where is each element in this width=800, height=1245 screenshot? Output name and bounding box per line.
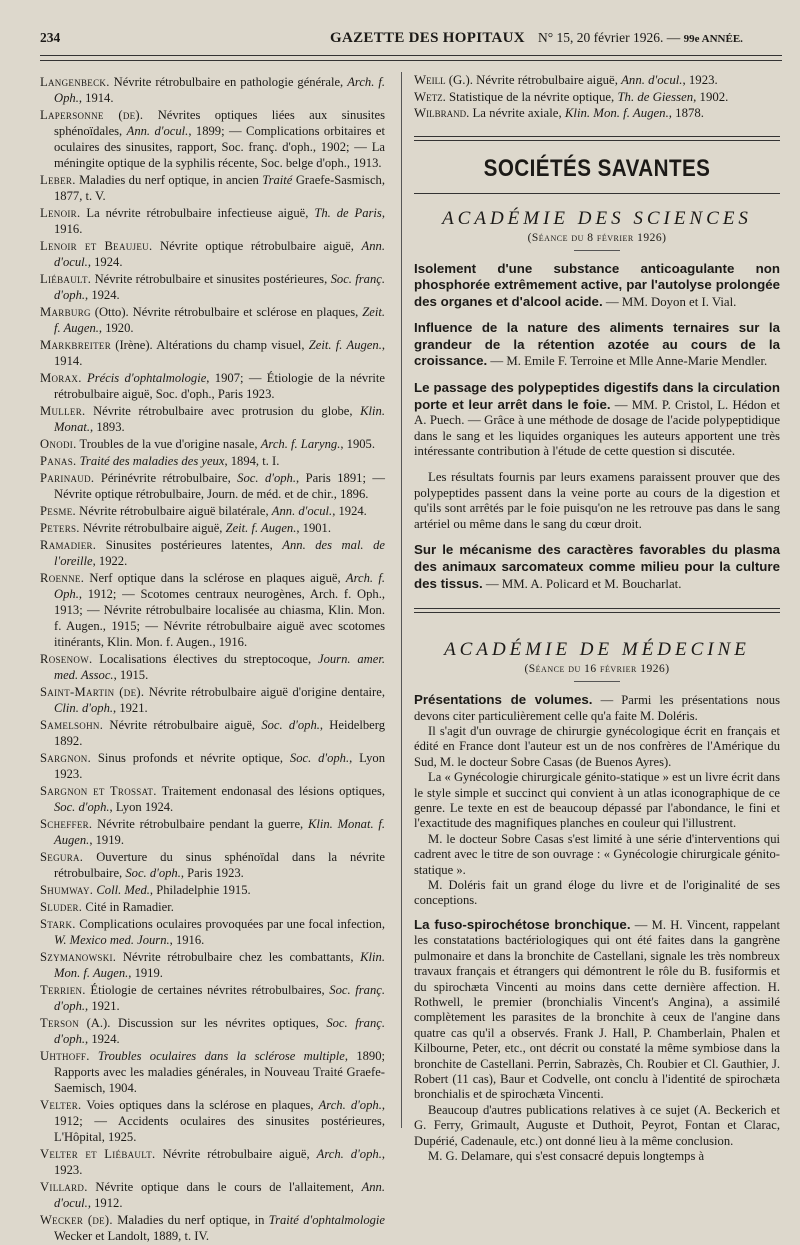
reference-text: Maladies du nerf optique, in [112,1213,269,1227]
reference-author: Parinaud. [40,471,95,485]
reference-details: , 1919. [89,833,124,847]
reference-text: La névrite rétrobulbaire infectieuse aiguë, [80,206,315,220]
medecine-paragraph [414,832,780,878]
reference-source: Ann. des mal. de l'oreille [54,538,385,568]
reference-author: Velter. [40,1098,82,1112]
reference-author: Markbreiter [40,338,111,352]
reference-author: Langenbeck. [40,75,110,89]
reference-details: , 1915. [113,668,149,682]
communication-authors: Les résultats fournis par leurs examens paraissent prouver que des polypeptides passent dans la veine porte au cours de la digestion et qu'ils sont arrêtés par le foie puisqu'on ne les retrouve pas dans le sang artériel ou même dans le sang du cœur droit. [414,470,780,531]
short-rule [574,250,620,251]
reference-entry [40,1179,385,1211]
reference-source: Soc. d'oph. [261,718,320,732]
reference-text: Sinusites postérieures latentes, [96,538,283,552]
reference-source: Soc. d'oph. [289,751,350,765]
reference-source: Th. de Giessen [617,89,694,104]
reference-source: Klin. Monat. [54,404,385,434]
paragraph-heading: La fuso-spirochétose bronchique. [414,916,631,932]
reference-source: Troubles oculaires dans la sclérose multiple [97,1049,345,1063]
reference-source: Traité [262,173,293,187]
reference-details: , 1923. [54,1147,385,1177]
reference-source: Journ. amer. med. Assoc. [54,652,385,682]
reference-source: Soc. franç. d'oph. [54,272,386,302]
reference-author: Terson [40,1016,79,1030]
reference-details: , 1899; — Complications orbitaires et oculaires des sinusites, rapport, Soc. franç. d'oph., 1902; — La méningite optique de la syphilis récente, Soc. belge d'oph., 1913. [54,124,386,170]
reference-entry [40,717,385,749]
reference-source: Soc. d'oph. [125,866,181,880]
reference-source: Klin. Monat. f. Augen. [54,817,385,847]
reference-author: Scheffer. [40,817,93,831]
reference-source: Zeit. f. Augen. [54,305,385,335]
reference-details: , Lyon 1923. [54,751,386,781]
reference-author: Rosenow. [40,652,93,666]
reference-text: Étiologie de certaines névrites rétrobulbaires, [85,983,330,997]
communication-item [414,470,780,532]
academie-sciences-seance: (Séance du 8 février 1926) [527,231,667,244]
reference-details: , 1878. [668,106,704,120]
reference-source: W. Mexico med. Journ. [54,933,170,947]
right-column [414,72,780,1164]
paragraph-text: M. Doléris fait un grand éloge du livre et de l'originalité de ses conceptions. [414,878,780,908]
reference-text: Névrite rétrobulbaire aiguë, [103,718,262,732]
reference-text: Ouverture du sinus sphénoïdal dans la névrite rétrobulbaire, [54,850,385,880]
reference-source: Zeit. f. Augen. [308,338,382,352]
reference-entry [40,172,385,204]
reference-text: (A.). Discussion sur les névrites optiques, [79,1016,327,1030]
reference-entry [40,1146,385,1178]
reference-author: Pesme. [40,504,76,518]
reference-text: Complications oculaires provoquées par une focal infection, [75,917,385,931]
reference-author: Uhthoff. [40,1049,90,1063]
reference-text: Névrite rétrobulbaire aiguë bilatérale, [75,504,272,518]
reference-text: Névrite rétrobulbaire aiguë d'origine dentaire, [144,685,385,699]
reference-details: , Paris 1923. [180,866,244,880]
reference-entry [40,684,385,716]
paragraph-text: M. G. Delamare, qui s'est consacré depuis longtemps à [428,1148,705,1163]
section-rule [414,136,780,137]
reference-entry [40,849,385,881]
reference-entry [40,205,385,237]
reference-author: Terrien. [40,983,86,997]
short-rule [574,681,620,682]
reference-details: , 1890; Rapports avec les maladies générales, in Nouveau Traité Graefe-Saemisch, 1904. [54,1049,385,1095]
reference-source: Précis d'ophtalmologie [87,371,207,385]
reference-text: Névrite rétrobulbaire en pathologie générale, [109,75,348,89]
reference-text: Névrite rétrobulbaire chez les combattants, [116,950,361,964]
reference-details: , 1905. [340,437,375,451]
reference-entry [40,783,385,815]
bibliography-right-column [414,72,780,122]
column-divider [401,72,402,1128]
reference-details: , 1916. [54,206,385,236]
medecine-paragraph [414,692,780,724]
reference-entry [40,370,385,402]
medecine-paragraph [414,878,780,909]
medecine-paragraph [414,1103,780,1149]
paragraph-heading: Présentations de volumes. [414,692,593,708]
reference-text: Névrite rétrobulbaire avec protrusion du globe, [85,404,361,418]
issue-info [538,30,743,46]
medecine-paragraph [414,1149,780,1164]
reference-author: Muller. [40,404,86,418]
reference-details: , 1924. [85,288,120,302]
reference-details: Ramadier. [122,900,174,914]
reference-entry [40,949,385,981]
section-title: SOCIÉTÉS SAVANTES [483,154,711,182]
academie-rule [414,608,780,609]
reference-author: Wilbrand. [414,106,470,120]
reference-entry [40,403,385,435]
reference-entry [40,436,385,452]
header-rule [40,55,782,56]
communication-item [414,261,780,311]
reference-details: , 1894, t. I. [224,454,280,468]
medecine-paragraph [414,770,780,832]
reference-source: Traité d'ophtalmologie [268,1213,385,1227]
reference-source: Ann. d'ocul. [126,124,189,138]
reference-text: La névrite axiale, [469,106,565,120]
reference-entry [40,750,385,782]
reference-text: Voies optiques dans la sclérose en plaques, [81,1098,319,1112]
communication-authors: — MM. Doyon et I. Vial. [602,294,737,309]
reference-text: Traitement endonasal des lésions optiques, [156,784,385,798]
reference-text: Périnévrite rétrobulbaire, [94,471,238,485]
reference-author: Marburg [40,305,91,319]
reference-details: , 1921. [113,701,148,715]
reference-entry [40,520,385,536]
reference-author: Stark. [40,917,76,931]
reference-author: Ramadier. [40,538,97,552]
reference-source: Arch. d'oph. [318,1098,382,1112]
reference-details: , 1912; — Scotomes centraux neurogènes, Arch. f. Oph., 1913; — Névrite rétrobulbaire localisée au chiasma, Klin. Mon. f. Augen., 1915; — Névrite rétrobulbaire aiguë avec scotomes itinérants, Klin. Mon. f. Augen., 1916. [54,587,385,649]
paragraph-text: La « Gynécologie chirurgicale génito-statique » est un livre écrit dans le style simple et succinct qui convient à un atlas iconographique de ce genre. Le texte en est de beaucoup dépassé par l'abondance, le fini et l'exactitude des magnifiques planches en couleur qui l'illustrent. [414,770,780,831]
reference-entry [414,105,780,122]
reference-entry [40,570,385,650]
reference-text: Névrite rétrobulbaire et sinusites postérieures, [91,272,331,286]
reference-text: Localisations électives du streptocoque, [92,652,318,666]
communication-title: Le passage des polypeptides digestifs dans la circulation porte et leur arrêt dans le foie. [414,380,780,412]
reference-author: Wetz. [414,89,446,104]
reference-source: Klin. Mon. f. Augen. [564,106,669,120]
reference-source: Zeit. f. Augen. [225,521,297,535]
reference-entry [414,72,780,89]
reference-author: Lenoir et Beaujeu. [40,239,153,253]
communication-item [414,380,780,460]
reference-text: (Otto). Névrite rétrobulbaire et sclérose en plaques, [90,305,363,319]
reference-source: Soc. d'oph. [237,471,296,485]
reference-entry [414,89,780,106]
reference-author: Morax. [40,371,82,385]
reference-details: Graefe-Sasmisch, 1877, t. V. [54,173,385,203]
reference-text: Cité in [82,900,123,914]
reference-source: Klin. Mon. f. Augen. [54,950,385,980]
reference-author: Saint-Martin (de). [40,685,145,699]
reference-author: Shumway. [40,883,94,897]
reference-author: Velter et Liébault. [40,1147,156,1161]
reference-details: , 1914. [78,91,114,105]
reference-details: , 1920. [98,321,134,335]
paragraph-text: — M. H. Vincent, rappelant les constatations bactériologiques qui ont été faites dans la gangrène pulmonaire et dans la bronchite de Castellani, signale les très nombreux travaux français et étrangers qui démontrent le rôle du B. fusiformis et du spirochæta Vincenti au moins dans cette dernière affection. H. Rothwell, le premier (bronchialis Vincent's Angina), a assimilé complètement les parasites de la bronchite à ceux de l'angine dans quatre cas qu'il a observés. Frank J. Hall, P. Chamberlain, Phalen et Kilbourne, Peter, etc., ont décrit ou constaté la même symbiose dans la bronchite de Castellani. Perrin, Sabrazès, Ch. Roubier et Cl. Gauthier, J. Robert (11 cas), Baur et Codvelle, ont conclu à l'identité de spirochæta bronchialis et de spirochæta Vincenti. [414,917,780,1102]
reference-source: Th. de Paris [314,206,382,220]
paragraph-text: Il s'agit d'un ouvrage de chirurgie gynécologique écrit en français et édité en France dont l'auteur est un de nos confrères de l'Amérique du Sud, M. le docteur Sobre Casas (de Buenos Ayres). [414,724,780,769]
reference-author: Leber. [40,173,76,187]
reference-details: , Paris 1891; — Névrite optique rétrobulbaire, Journ. de méd. et de chir., 1896. [54,471,385,501]
reference-text: Névrite rétrobulbaire aiguë, [79,521,226,535]
reference-source: Ann. d'ocul. [271,504,333,518]
reference-text: Maladies du nerf optique, in ancien [75,173,263,187]
communication-title: Sur le mécanisme des caractères favorables du plasma des animaux sarcomateux comme milieu pour la culture des tissus. [414,542,780,591]
reference-details: , 1893. [90,420,125,434]
reference-details: , 1924. [87,255,123,269]
reference-text: Sinus profonds et névrite optique, [91,751,290,765]
reference-entry [40,107,385,171]
paragraph-text: Beaucoup d'autres publications relatives à ce sujet (A. Beckerich et G. Ferry, Grimault, Auguste et Duthoit, Peyrot, Fontan et Clarac, Dupérié, Cadenaule, etc.) ont donné lieu à la même conclusion. [414,1102,780,1148]
paragraph-text: M. le docteur Sobre Casas s'est limité à une série d'interventions qui cadrent avec le titre de son ouvrage : « Gynécologie chirurgicale génito-statique ». [414,831,780,877]
reference-entry [40,1097,385,1145]
reference-details: , 1912; — Accidents oculaires des sinusites postérieures, L'Hôpital, 1925. [54,1098,386,1144]
reference-details: , 1902. [693,89,729,104]
reference-entry [40,537,385,569]
reference-details: , 1923. [682,73,718,87]
reference-entry [40,1048,385,1096]
journal-title: GAZETTE DES HOPITAUX [330,30,525,46]
reference-details: , 1921. [85,999,120,1013]
header-rule-double [40,60,782,61]
reference-source: Arch. f. Oph. [54,75,385,105]
reference-author: Segura. [40,850,84,864]
reference-author: Sluder. [40,900,83,914]
reference-source: Arch. f. Oph. [54,571,385,601]
reference-text: Névrite rétrobulbaire pendant la guerre, [92,817,308,831]
reference-author: Liébault. [40,272,92,286]
academie-medecine-items [414,692,780,1164]
section-rule-double [414,140,780,141]
medecine-paragraph [414,724,780,770]
reference-author: Sargnon et Trossat. [40,784,157,798]
reference-entry [40,74,385,106]
reference-source: Arch. d'oph. [316,1147,382,1161]
communication-title: Influence de la nature des aliments ternaires sur la grandeur de la rétention azotée au cours de la croissance. [414,320,780,369]
reference-source: Soc. franç. d'oph. [54,1016,385,1046]
reference-source: Ann. d'ocul. [54,239,385,269]
communication-authors: — M. Emile F. Terroine et Mlle Anne-Marie Mendler. [487,354,768,369]
communication-item [414,320,780,370]
reference-entry [40,916,385,948]
reference-text: Névrite optique dans le cours de l'allaitement, [87,1180,362,1194]
reference-entry [40,982,385,1014]
reference-source: Ann. d'ocul. [54,1180,385,1210]
reference-text: Névrites optiques liées aux sinusites sphénoïdales, [54,108,386,138]
reference-author: Weill (G.). [414,73,473,87]
reference-details: , Philadelphie 1915. [149,883,251,897]
reference-entry [40,453,385,469]
reference-text: (Irène). Altérations du champ visuel, [111,338,309,352]
reference-text: Troubles de la vue d'origine nasale, [76,437,261,451]
reference-entry [40,470,385,502]
reference-text: Névrite rétrobulbaire aiguë, [472,73,622,87]
reference-author: Szymanowski. [40,950,117,964]
paragraph-text: — Parmi les présentations nous devons citer particulièrement celle qu'a faite M. Doléris. [414,693,781,723]
reference-source: Clin. d'oph. [54,701,114,715]
communication-item [414,542,780,592]
reference-author: Sargnon. [40,751,92,765]
issue-date: N° 15, 20 février 1926. — [538,30,681,45]
reference-author: Samelsohn. [40,718,104,732]
reference-entry [40,337,385,369]
reference-entry [40,304,385,336]
reference-details: , 1919. [128,966,163,980]
reference-author: Villard. [40,1180,88,1194]
reference-source: Soc. franç. d'oph. [54,983,385,1013]
reference-entry [40,816,385,848]
reference-source: Traité des maladies des yeux [79,454,225,468]
reference-details: , 1924. [332,504,367,518]
reference-details: , 1912. [87,1196,123,1210]
reference-details: , 1924. [85,1032,120,1046]
reference-details: Wecker et Landolt, 1889, t. IV. [54,1229,210,1243]
reference-author: Onodi. [40,437,77,451]
reference-text: Statistique de la névrite optique, [445,89,618,104]
reference-text: Névrite optique rétrobulbaire aiguë, [152,239,362,253]
reference-source: Ann. d'ocul. [621,73,683,87]
page-number: 234 [40,30,61,45]
reference-text [90,1049,98,1063]
reference-source: Arch. f. Laryng. [260,437,341,451]
reference-text: Nerf optique dans la sclérose en plaques aiguë, [84,571,346,585]
communication-title: Isolement d'une substance anticoagulante non phosphorée extrêmement active, par l'autolyse prolongée des organes et d'alcool acide. [414,260,780,309]
reference-entry [40,271,385,303]
reference-author: Lapersonne (de). [40,108,144,122]
reference-author: Panas. [40,454,77,468]
communication-authors: — MM. P. Cristol, L. Hédon et A. Puech. — Grâce à une méthode de dosage de l'acide polypeptidique dans le sang et les liquides organiques les auteurs apportent une très intéressante contribution à l'étude de cette question si discutée. [414,397,780,459]
reference-entry [40,882,385,898]
reference-author: Roenne. [40,571,85,585]
reference-details: , 1916. [169,933,205,947]
reference-entry [40,1015,385,1047]
issue-year: 99e ANNÉE. [683,33,743,45]
reference-details: , Heidelberg 1892. [54,718,386,748]
reference-details: , 1907; — Étiologie de la névrite rétrobulbaire aiguë, Soc. d'oph., Paris 1923. [54,371,385,401]
reference-details: , 1922. [92,554,128,568]
reference-source: Soc. d'oph. [54,800,110,814]
reference-author: Lenoir. [40,206,81,220]
reference-entry [40,503,385,519]
academie-medecine-title: ACADÉMIE DE MÉDECINE [444,639,750,661]
reference-author: Peters. [40,521,80,535]
academie-medecine-seance: (Séance du 16 février 1926) [524,663,670,676]
reference-entry [40,651,385,683]
reference-author: Wecker (de). [40,1213,113,1227]
academie-sciences-title: ACADÉMIE DES SCIENCES [442,207,752,229]
reference-text: Névrite rétrobulbaire aiguë, [155,1147,317,1161]
academie-sciences-items [414,261,780,593]
reference-entry [40,899,385,915]
reference-details: , Lyon 1924. [109,800,174,814]
medecine-paragraph [414,917,780,1103]
reference-entry [40,1212,385,1244]
reference-entry [40,238,385,270]
communication-authors: — MM. A. Policard et M. Boucharlat. [482,576,682,591]
reference-details: , 1901. [296,521,331,535]
reference-source: Coll. Med. [96,883,150,897]
reference-details: , 1914. [54,338,385,368]
bibliography-left-column [40,74,385,1245]
